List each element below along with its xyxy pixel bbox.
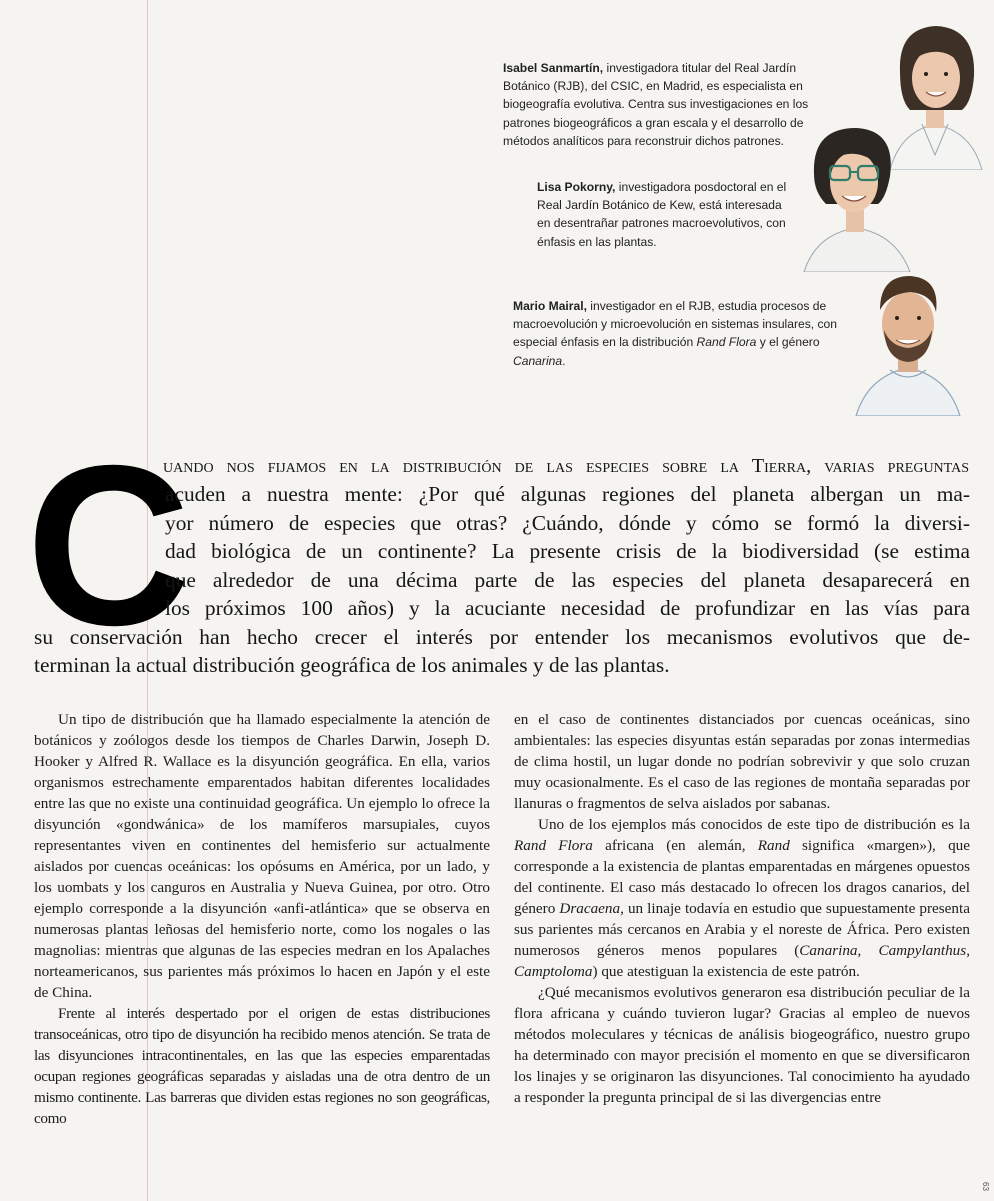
portrait-mairal xyxy=(852,268,964,416)
intro-line-8: terminan la actual distribución geográfica de los animales y de las plantas. xyxy=(34,653,670,677)
intro-line-1 xyxy=(163,452,969,480)
page-folio: 63 xyxy=(981,1182,990,1191)
body-paragraph: ¿Qué mecanismos evolutivos generaron esa distribución peculiar de la flora africana y cuándo tuvieron lugar? Gracias al empleo de nuevos métodos moleculares y técnicas de análisis biogeográfico, nuestro grupo ha determinado con mayor precisión el momento en que se diversificaron los linajes y se originaron las disyunciones. Tal conocimiento ha ayudado a responder la pregunta principal de si las divergencias entre xyxy=(514,984,970,1106)
intro-smallcaps: uando nos fijamos en la distribución de las especies sobre la Tierra, varias preguntas xyxy=(163,455,969,477)
author-description: investigadora posdoctoral en el Real Jardín Botánico de Kew, está interesada en desentrañar patrones macroevolutivos, con énfasis en las plantas. xyxy=(537,180,787,249)
body-paragraph: en el caso de continentes distanciados por cuencas oceánicas, sino ambientales: las especies disyuntas están separadas por zonas intermedias de clima hostil, un lugar donde no podrían sobrevivir y que solo cruzan muy ocasionalmente. Es el caso de las regiones de montaña separadas por llanuras o fragmentos de selva aislados por sabanas. xyxy=(514,711,970,812)
intro-line-4: dad biológica de un continente? La presente crisis de la biodiversidad (se estima xyxy=(165,539,970,563)
intro-line-5: que alrededor de una décima parte de las especies del planeta desaparecerá en xyxy=(165,568,970,592)
author-bio-mairal: Mario Mairal, investigador en el RJB, estudia procesos de macroevolución y microevolución en sistemas insulares, con especial énfasis en la distribución Rand Flora y el género Canarina. xyxy=(513,299,837,368)
intro-line-3: yor número de especies que otras? ¿Cuándo, dónde y cómo se formó la diversi- xyxy=(165,511,970,535)
author-name: Isabel Sanmartín, xyxy=(503,61,604,75)
body-paragraph: Uno de los ejemplos más conocidos de este tipo de distribución es la Rand Flora africana (en alemán, Rand significa «margen»), que corresponde a la existencia de plantas emparentadas en márgenes opuestos del continente. El caso más destacado lo ofrecen los dragos canarios, del género Dracaena, un linaje todavía en estudio que supuestamente presenta sus parientes más cercanos en Arabia y el noreste de África. Pero existen numerosos géneros menos populares (Canarina, Campylanthus, Camptoloma) que atestiguan la existencia de este patrón. xyxy=(514,816,971,980)
intro-line-2: acuden a nuestra mente: ¿Por qué algunas regiones del planeta albergan un ma- xyxy=(165,482,970,506)
intro-line-7: su conservación han hecho crecer el interés por entender los mecanismos evolutivos que de- xyxy=(34,625,970,649)
body-column-right xyxy=(514,709,970,1108)
body-column-left xyxy=(34,709,490,1129)
intro-line-6: los próximos 100 años) y la acuciante necesidad de profundizar en las vías para xyxy=(165,596,970,620)
author-description: investigadora titular del Real Jardín Botánico (RJB), del CSIC, en Madrid, es especialista en biogeografía evolutiva. Centra sus investigaciones en los patrones biogeográficos a gran escala y el desarrollo de métodos analíticos para reconstruir dichos patrones. xyxy=(503,61,809,148)
portrait-pokorny xyxy=(798,122,916,272)
author-name: Lisa Pokorny, xyxy=(537,180,616,194)
author-bio-sanmartin xyxy=(503,59,838,150)
drop-cap: C xyxy=(26,419,191,673)
author-name: Mario Mairal, xyxy=(513,299,587,313)
body-paragraph: Frente al interés despertado por el origen de estas distribuciones transoceánicas, otro tipo de disyunción ha recibido menos atención. Se trata de las disyunciones intracontinentales, en las que las especies emparentadas ocupan regiones geográficas separadas y aisladas una de otra dentro de un mismo continente. Las barreras que dividen estas regiones no son geográficas, como xyxy=(34,1005,490,1127)
author-bio-pokorny xyxy=(537,178,787,251)
body-paragraph: Un tipo de distribución que ha llamado especialmente la atención de botánicos y zoólogos desde los tiempos de Charles Darwin, Joseph D. Hooker y Alfred R. Wallace es la disyunción geográfica. En ella, varios organismos estrechamente emparentados habitan diferentes localidades entre las que no existe una continuidad geográfica. Un ejemplo lo ofrece la disyunción «gondwánica» de los mamíferos marsupiales, cuyos representantes viven en continentes del hemisferio sur actualmente aislados por cuencas oceánicas: los opósums en América, por un lado, y los uombats y los canguros en Australia y Nueva Guinea, por otro. Otro ejemplo corresponde a la disyunción «anfi-atlántica» que se observa en numerosas plantas leñosas del hemisferio norte, como los nogales o las magnolias: mientras que algunas de las especies medran en los Apalaches norteamericanos, sus parientes más próximos lo hacen en Japón y el este de China. xyxy=(34,711,490,1001)
